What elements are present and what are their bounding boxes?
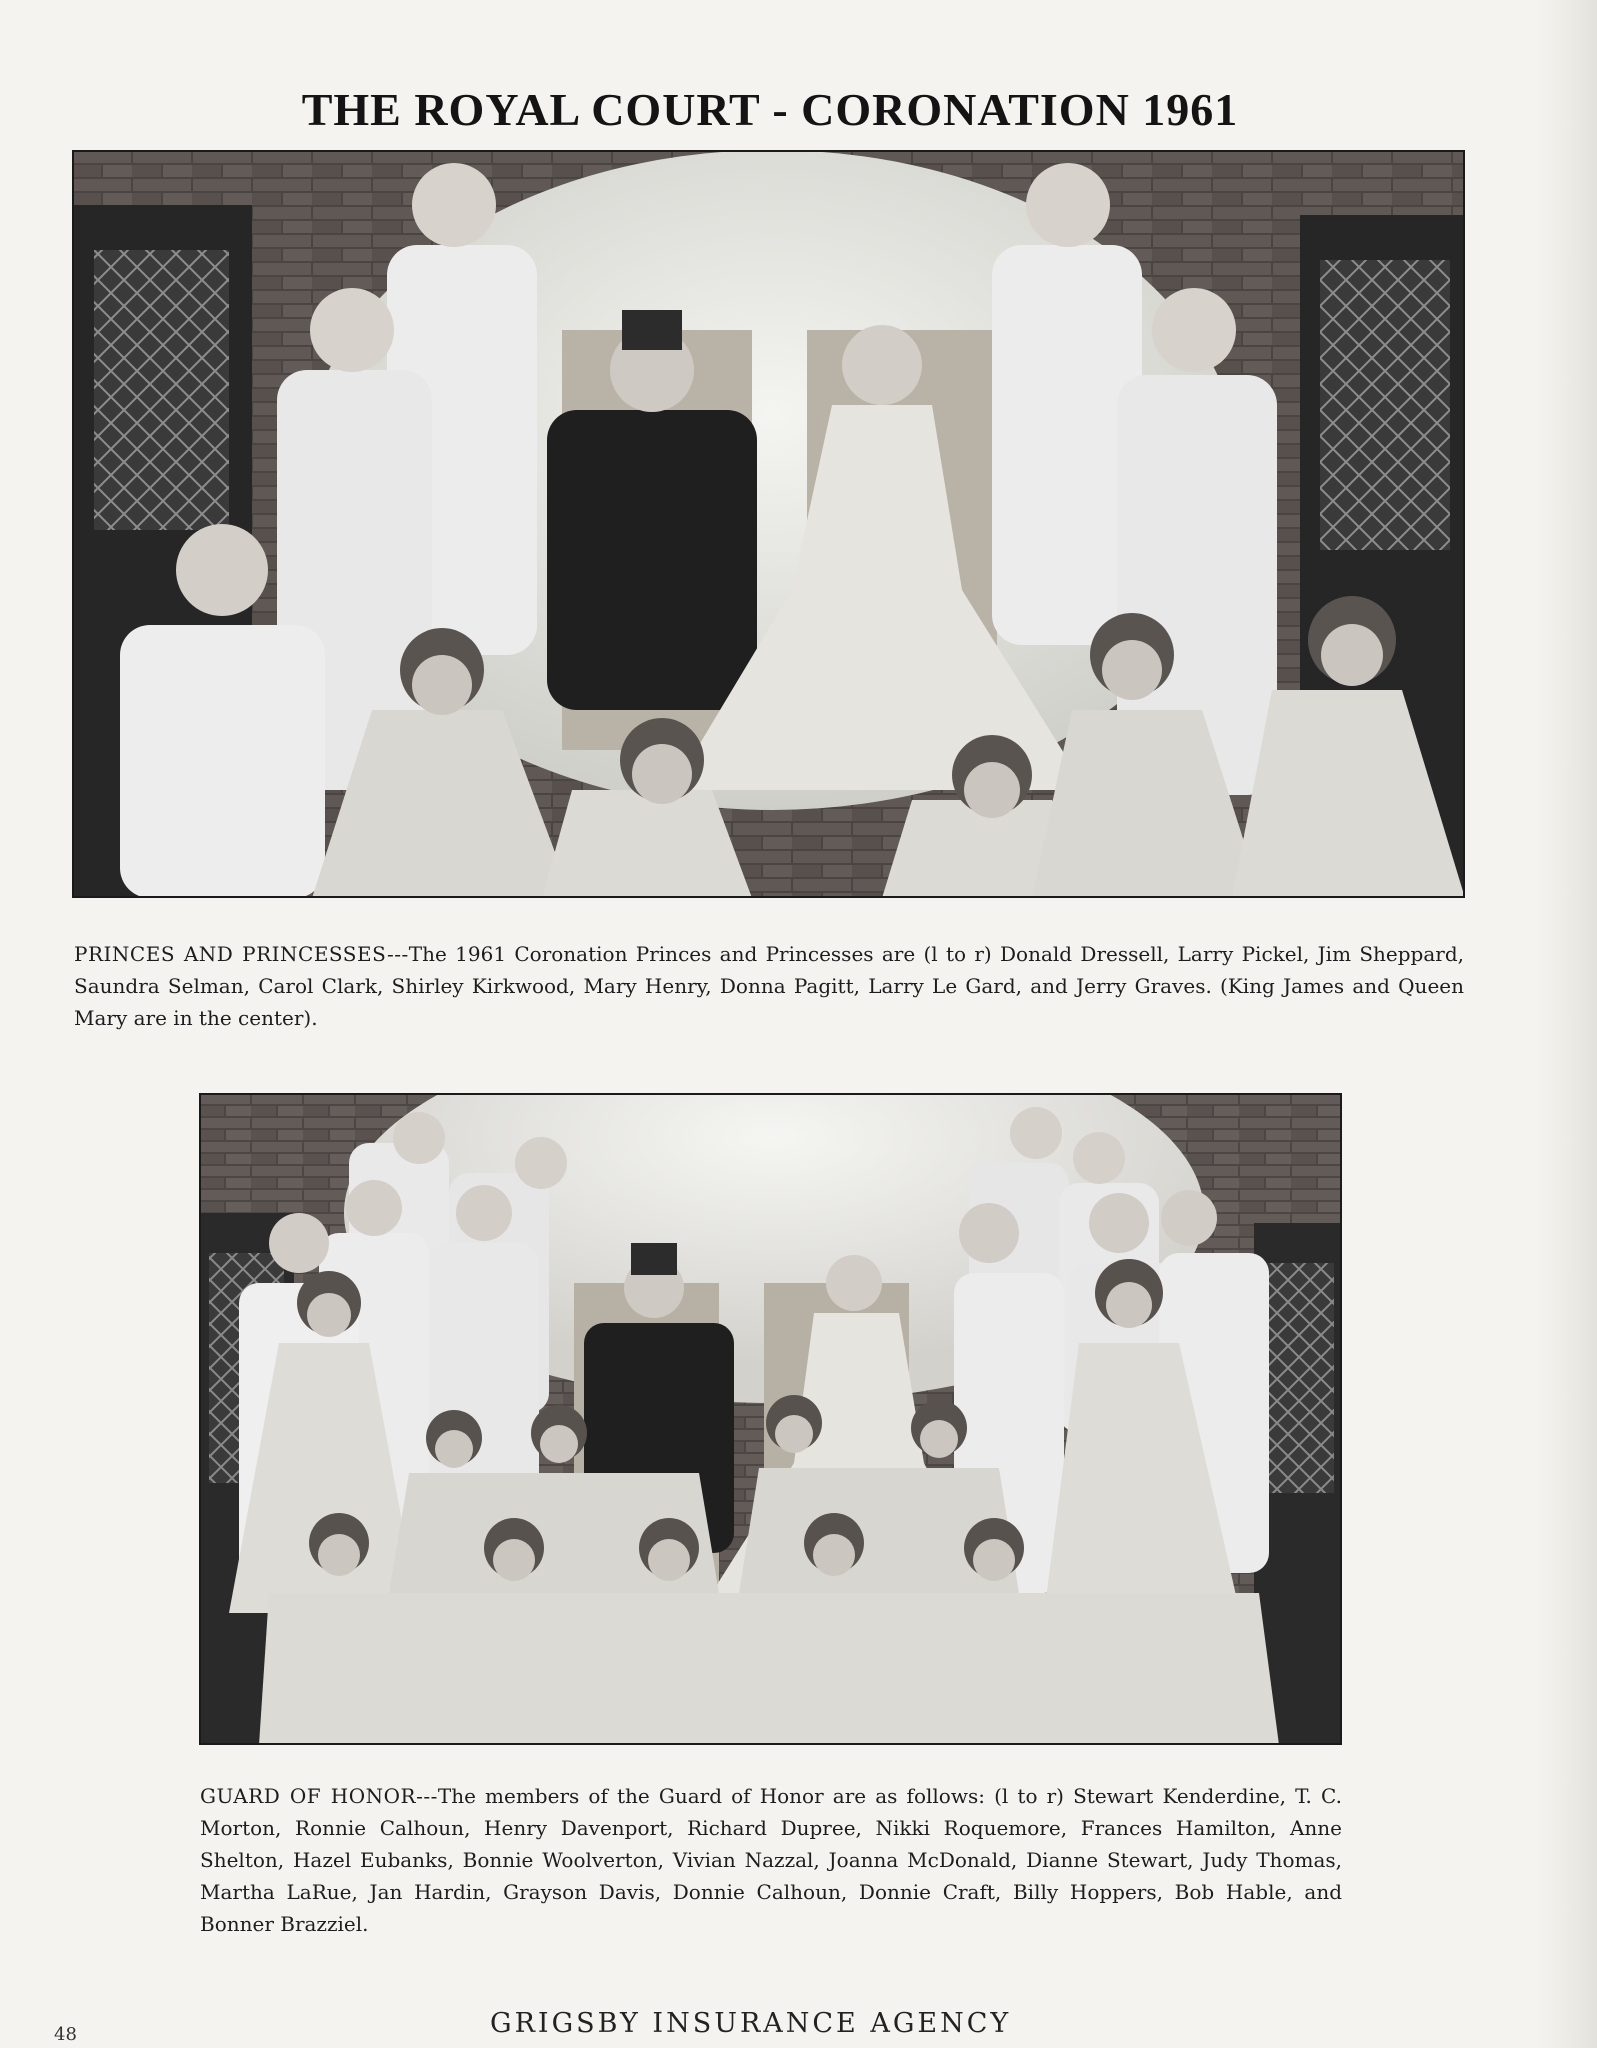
- sponsor-footer: GRIGSBY INSURANCE AGENCY: [490, 2008, 1012, 2039]
- royal-court-caption-body: The 1961 Coronation Princes and Princesses are (l to r) Donald Dressell, Larry Pickel, Jim Sheppard, Saundra Selman, Carol Clark, Shirley Kirkwood, Mary Henry, Donna Pagitt, Larry Le Gard, and Jerry Graves. (King James and Queen Mary are in the center).: [74, 942, 1465, 1030]
- guard-of-honor-photo-image: [199, 1093, 1342, 1745]
- royal-court-caption-heading: PRINCES AND PRINCESSES---: [74, 942, 409, 966]
- royal-court-caption: [74, 938, 1464, 1034]
- royal-court-photo: [72, 150, 1465, 898]
- royal-court-photo-image: [72, 150, 1465, 898]
- page-title: THE ROYAL COURT - CORONATION 1961: [301, 83, 1239, 135]
- page-edge-shadow: [1537, 0, 1597, 2048]
- guard-of-honor-caption-heading: GUARD OF HONOR---: [200, 1784, 438, 1808]
- guard-of-honor-caption-body: The members of the Guard of Honor are as follows: (l to r) Stewart Kenderdine, T. C. Morton, Ronnie Calhoun, Henry Davenport, Richard Dupree, Nikki Roquemore, Frances Hamilton, Anne Shelton, Hazel Eubanks, Bonnie Woolverton, Vivian Nazzal, Joanna McDonald, Dianne Stewart, Judy Thomas, Martha LaRue, Jan Hardin, Grayson Davis, Donnie Calhoun, Donnie Craft, Billy Hoppers, Bob Hable, and Bonner Brazziel.: [200, 1784, 1342, 1936]
- guard-of-honor-photo: [199, 1093, 1342, 1745]
- page-number: 48: [54, 2024, 77, 2045]
- guard-of-honor-caption: [200, 1780, 1342, 1940]
